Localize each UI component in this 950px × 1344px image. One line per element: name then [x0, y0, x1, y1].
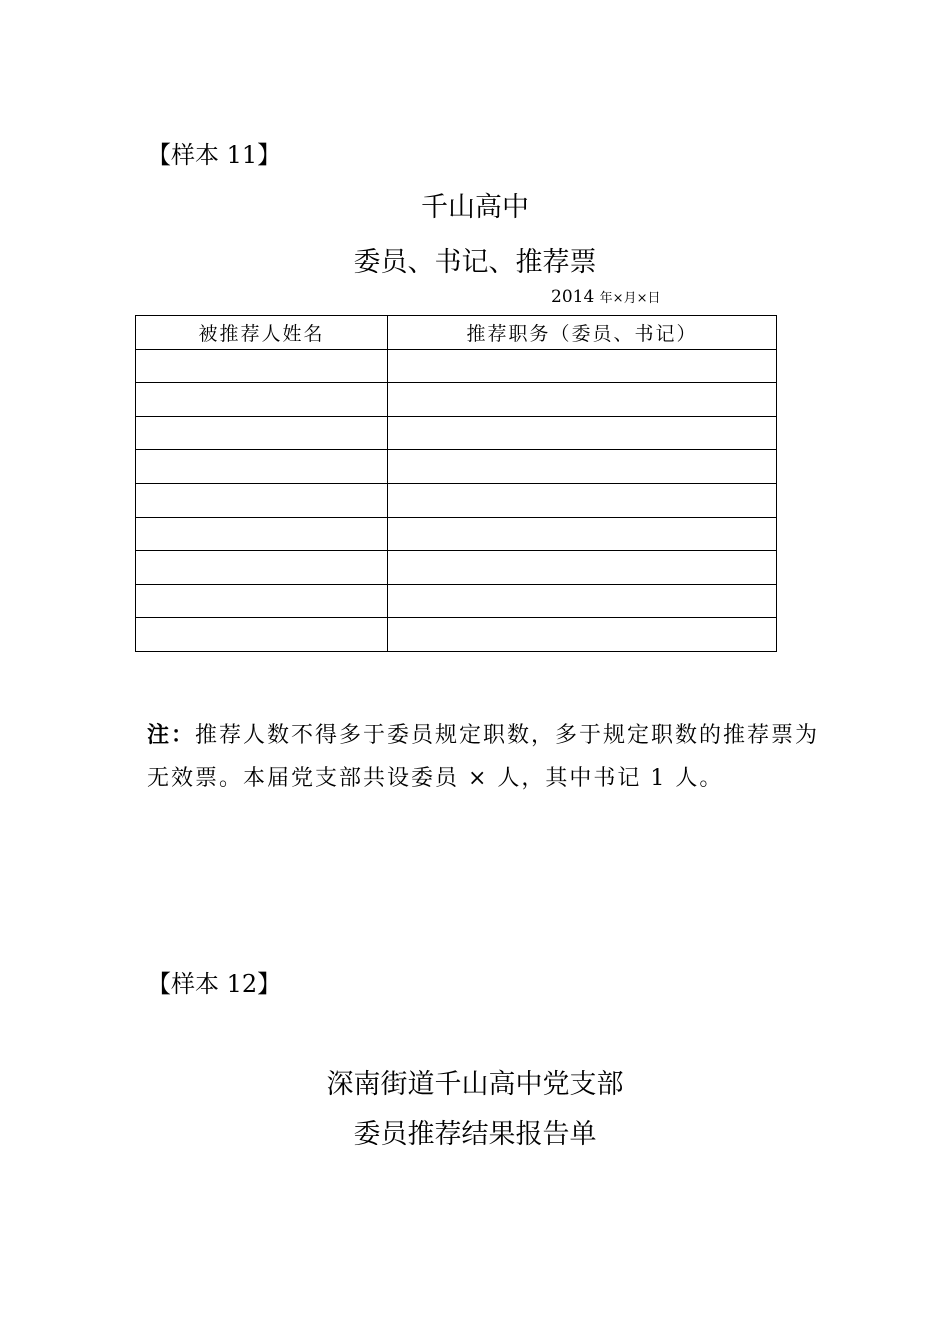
recommended-position-cell[interactable] — [388, 517, 777, 551]
recommended-position-cell[interactable] — [388, 618, 777, 652]
table-row — [136, 618, 777, 652]
nominee-name-cell[interactable] — [136, 383, 388, 417]
table-row — [136, 349, 777, 383]
note-paragraph — [147, 714, 827, 800]
sample12-title: 深南街道千山高中党支部 — [326, 1069, 624, 1100]
recommended-position-cell[interactable] — [388, 551, 777, 585]
table-row — [136, 383, 777, 417]
date-month-day: 年×月×日 — [599, 291, 661, 306]
header-recommended-position: 推荐职务（委员、书记） — [388, 316, 777, 350]
recommended-position-cell[interactable] — [388, 349, 777, 383]
sample11-title: 千山高中 — [421, 192, 529, 223]
nominee-name-cell[interactable] — [136, 349, 388, 383]
recommended-position-cell[interactable] — [388, 416, 777, 450]
table-header-row — [136, 316, 777, 350]
date-year: 2014 — [551, 287, 595, 307]
note-lead: 注： — [147, 723, 196, 748]
note-text: 推荐人数不得多于委员规定职数，多于规定职数的推荐票为无效票。本届党支部共设委员 × 人，其中书记 1 人。 — [147, 723, 820, 791]
sample11-subtitle: 委员、书记、推荐票 — [353, 247, 597, 278]
nominee-name-cell[interactable] — [136, 450, 388, 484]
recommended-position-cell[interactable] — [388, 383, 777, 417]
nominee-name-cell[interactable] — [136, 483, 388, 517]
recommendation-table — [135, 315, 777, 652]
sample11-label: 【样本 11】 — [147, 141, 282, 169]
nominee-name-cell[interactable] — [136, 551, 388, 585]
table-row — [136, 416, 777, 450]
nominee-name-cell[interactable] — [136, 517, 388, 551]
recommended-position-cell[interactable] — [388, 450, 777, 484]
nominee-name-cell[interactable] — [136, 416, 388, 450]
ballot-date — [551, 287, 660, 307]
table-row — [136, 483, 777, 517]
table-row — [136, 551, 777, 585]
sample12-label: 【样本 12】 — [147, 970, 282, 998]
table-row — [136, 517, 777, 551]
nominee-name-cell[interactable] — [136, 584, 388, 618]
table-row — [136, 584, 777, 618]
table-row — [136, 450, 777, 484]
nominee-name-cell[interactable] — [136, 618, 388, 652]
sample12-subtitle: 委员推荐结果报告单 — [353, 1119, 597, 1150]
header-nominee-name: 被推荐人姓名 — [136, 316, 388, 350]
recommended-position-cell[interactable] — [388, 584, 777, 618]
recommended-position-cell[interactable] — [388, 483, 777, 517]
